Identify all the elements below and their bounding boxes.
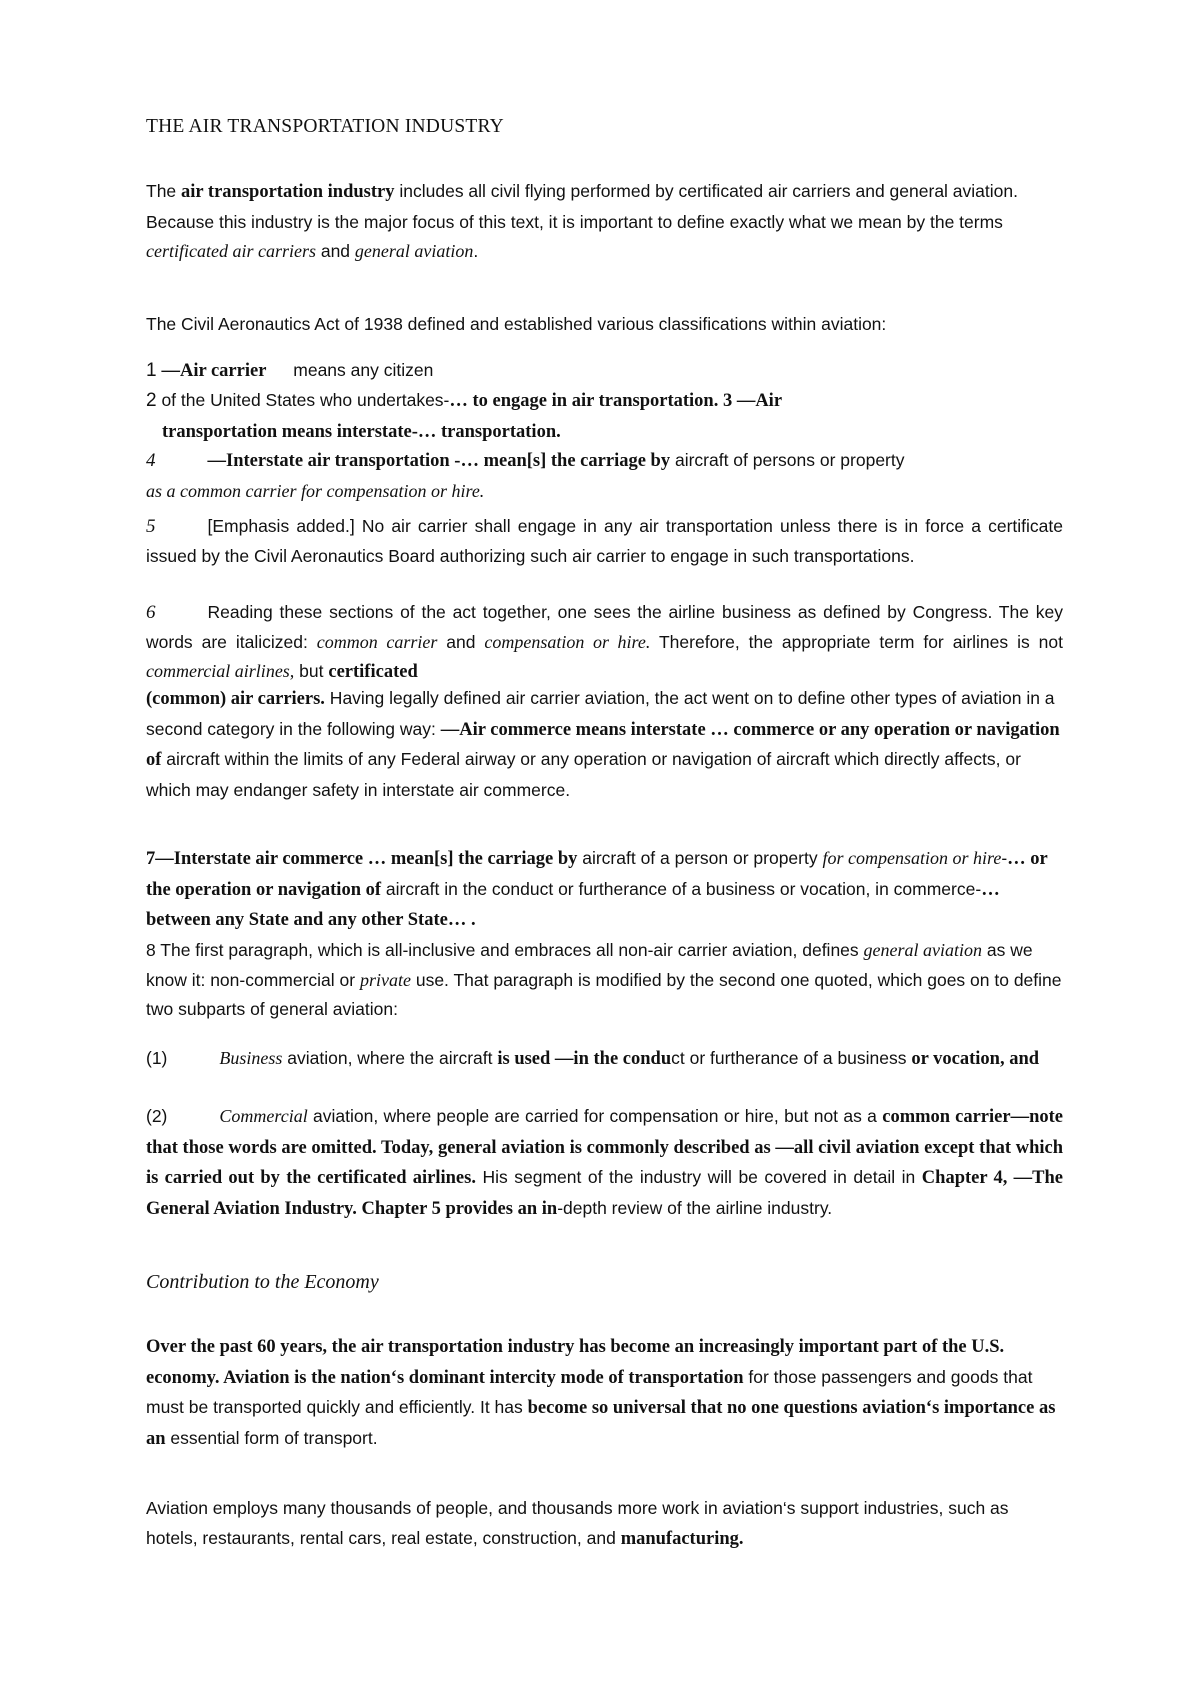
act-paragraph: The Civil Aeronautics Act of 1938 defined and established various classifications within aviation: <box>146 314 887 334</box>
bold-term: certificated <box>328 662 418 682</box>
document-title: THE AIR TRANSPORTATION INDUSTRY <box>146 116 504 137</box>
italic-term: general aviation <box>863 940 983 960</box>
bold-term: Over the past 60 years, the air transportation industry has become an increasingly important part of the U.S. economy. Aviation is the nation‘s dominant intercity mode of transportation <box>146 1337 1005 1388</box>
bold-term: … to engage in air transportation. 3 —Air <box>449 391 783 411</box>
text-run: 8 The first paragraph, which is all-inclusive and embraces all non-air carrier aviation, defines <box>146 940 864 960</box>
bold-term: 7—Interstate air commerce … mean[s] the carriage by <box>146 849 578 869</box>
text-run: . <box>473 241 479 261</box>
economy-paragraph-2 <box>146 1494 1063 1554</box>
item-6 <box>146 598 1063 688</box>
bold-term: common carrier—note that those words are omitted. Today, general aviation is commonly described as —all civil aviation except that which is carried out by the certificated airlines. <box>146 1107 1063 1188</box>
bold-term: —Interstate air transportation -… mean[s] the carriage by <box>207 451 671 471</box>
bold-term: is used —in the condu <box>497 1049 672 1069</box>
text-run: [Emphasis added.] No air carrier shall engage in any air transportation unless there is in force a certificate issued by the Civil Aeronautics Board authorizing such air carrier to engage in such transportations. <box>146 516 1063 566</box>
bold-term: (common) air carriers. <box>146 689 325 709</box>
bold-term: transportation means interstate-… transportation. <box>162 421 561 442</box>
item-8 <box>146 936 1063 1025</box>
text-run: - <box>1001 848 1008 868</box>
italic-term: Business <box>219 1048 283 1068</box>
item-number: 4 <box>146 450 156 471</box>
section-heading: Contribution to the Economy <box>146 1271 379 1293</box>
italic-term: common carrier <box>316 631 438 652</box>
subpart-commercial <box>146 1102 1063 1224</box>
item-number: 2 <box>146 390 157 411</box>
text-run: Reading these sections of the act together, one sees the airline business as defined by Congress. The key words are italicized: <box>146 602 1063 652</box>
subpart-business <box>146 1044 1063 1075</box>
text-run: -depth review of the airline industry. <box>557 1197 833 1218</box>
italic-term: certificated air carriers <box>146 241 316 261</box>
bold-term: air transportation industry <box>181 182 395 202</box>
text-run: aircraft within the limits of any Federal airway or any operation or navigation of aircraft which directly affects, or which may endanger safety in interstate air commerce. <box>146 749 1021 800</box>
italic-term: as a common carrier for compensation or hire. <box>146 480 485 501</box>
text-run: ct or furtherance of a business <box>671 1048 912 1068</box>
italic-term: private <box>359 969 411 990</box>
item-number: 6 <box>146 602 156 623</box>
item-number: (1) <box>146 1048 168 1068</box>
text-run: aviation, where the aircraft <box>282 1048 498 1068</box>
item-5 <box>146 512 1063 571</box>
italic-term: for compensation or hire <box>822 848 1002 868</box>
italic-term: compensation or hire. <box>484 631 651 652</box>
text-run: includes all civil flying performed by certificated air carriers and general aviation. Because this industry is the major focus of this text, it is important to define exactly what we mean by the terms <box>146 181 1018 232</box>
text-run: and <box>437 631 485 652</box>
item-6-continued <box>146 684 1063 805</box>
bold-term: … between any State and any other State… . <box>146 879 1000 930</box>
italic-term: commercial airlines, <box>146 661 295 681</box>
bold-term: become so universal that no one questions aviation‘s importance as an <box>146 1398 1056 1449</box>
text-run: means any citizen <box>288 360 434 380</box>
italic-term: Commercial <box>219 1106 308 1126</box>
text-run: Therefore, the appropriate term for airlines is not <box>650 631 1063 652</box>
item-number: 5 <box>146 516 156 537</box>
text-run: aircraft of a person or property <box>577 848 823 868</box>
text-run: Aviation employs many thousands of people, and thousands more work in aviation‘s support industries, such as hotels, restaurants, rental cars, real estate, construction, and <box>146 1498 1009 1548</box>
item-2 <box>146 386 1063 447</box>
bold-term: —Air carrier <box>161 361 267 381</box>
text-run: aircraft of persons or property <box>670 450 905 470</box>
text-run: His segment of the industry will be covered in detail in <box>475 1167 922 1187</box>
item-1 <box>146 356 1063 387</box>
text-run: as we know it: non-commercial or <box>146 940 1033 990</box>
bold-term: —Air commerce means interstate … commerce or any operation or navigation of <box>146 719 1060 770</box>
bold-term: … or the operation or navigation of <box>146 849 1048 900</box>
text-run: Having legally defined air carrier aviation, the act went on to define other types of aviation in a second category in the following way: <box>146 688 1055 739</box>
bold-term: manufacturing. <box>620 1528 744 1549</box>
bold-term: Chapter 4, —The General Aviation Industry. Chapter 5 provides an in <box>146 1168 1063 1219</box>
intro-paragraph <box>146 177 1063 267</box>
text-run: use. That paragraph is modified by the second one quoted, which goes on to define two subparts of general aviation: <box>146 969 1062 1019</box>
item-number: (2) <box>146 1106 168 1126</box>
text-run: for those passengers and goods that must be transported quickly and efficiently. It has <box>146 1366 1033 1417</box>
bold-term: or vocation, and <box>911 1049 1040 1069</box>
text-run: but <box>294 661 329 681</box>
text-run: and <box>315 241 355 261</box>
italic-term: general aviation <box>354 241 474 261</box>
item-4 <box>146 446 1063 506</box>
item-7 <box>146 844 1063 936</box>
text-run: aviation, where people are carried for compensation or hire, but not as a <box>307 1106 883 1126</box>
item-number: 1 <box>146 360 157 381</box>
text-run: of the United States who undertakes- <box>156 390 450 410</box>
text-run: The <box>146 181 182 201</box>
text-run: aircraft in the conduct or furtherance of a business or vocation, in commerce- <box>381 878 982 899</box>
economy-paragraph-1 <box>146 1332 1063 1454</box>
text-run: essential form of transport. <box>165 1427 378 1448</box>
